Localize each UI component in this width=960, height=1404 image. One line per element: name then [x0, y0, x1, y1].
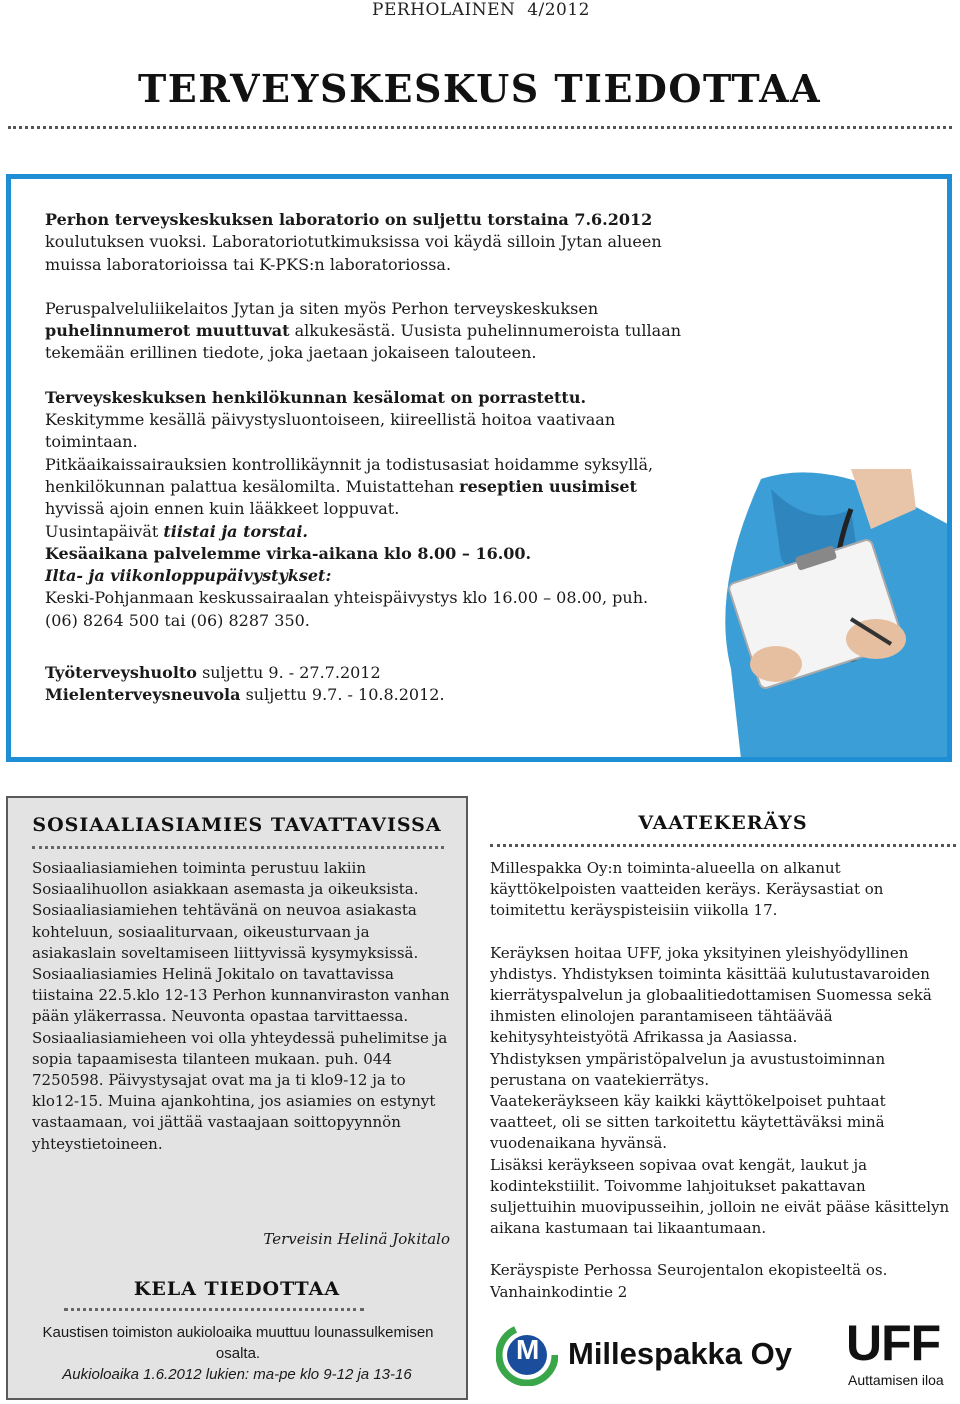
nurse-illustration [701, 469, 952, 759]
phone-change-text: alkukesästä. Uusista puhelinnumeroista tullaan tekemään erillinen tiedote, joka jaetaan jokaiseen talouteen. [45, 321, 682, 363]
social-text [32, 858, 452, 1155]
publication-name: PERHOLAINEN [372, 0, 516, 20]
kela-divider [64, 1308, 364, 1311]
clothes-divider [490, 844, 956, 847]
social-signature: Terveisin Helinä Jokitalo [263, 1230, 450, 1248]
checkups-line-2: henkilökunnan palattua kesälomilta. Muistattehan [45, 476, 460, 496]
clothes-text [490, 858, 956, 1303]
page-title: TERVEYSKESKUS TIEDOTTAA [138, 66, 822, 111]
prescription-renewal-text: hyvissä ajoin ennen kuin lääkkeet loppuvat. [45, 499, 400, 519]
clothes-paragraph-2: Keräyksen hoitaa UFF, joka yksityinen yleishyödyllinen yhdistys. Yhdistyksen toiminta käsittää kulutustavaroiden kierrätyspalvelun ja globaalitiedottamisen Suomessa sekä ihmisten elinolojen parantamiseen tähtäävää kehitysyhteistyötä Afrikassa ja Aasiassa. [490, 943, 932, 1047]
social-divider [32, 846, 444, 849]
clothes-paragraph-4: Vaatekeräykseen käy kaikki käyttökelpoiset puhtaat vaatteet, oli se sitten tarkoitettu käytettäväksi minä vuodenaikana hyvänsä. [490, 1092, 886, 1153]
checkups-paragraph [45, 476, 685, 521]
lab-closure-paragraph [45, 209, 685, 276]
mental-health-line: Mielenterveysneuvola suljettu 9.7. - 10.8.2012. [45, 685, 445, 705]
renewal-days-bold: tiistai ja torstai. [163, 521, 308, 541]
vacation-paragraph [45, 387, 685, 454]
kela-title: KELA TIEDOTTAA [133, 1278, 341, 1300]
kela-line-1: Kaustisen toimiston aukioloaika muuttuu lounassulkemisen osalta. [42, 1324, 434, 1362]
left-gray-box [6, 796, 468, 1400]
millespakka-mark: M [516, 1334, 540, 1365]
checkups-line-1: Pitkäaikaissairauksien kontrollikäynnit ja todistusasiat hoidamme syksyllä, [45, 454, 654, 474]
vacation-bold: Terveyskeskuksen henkilökunnan kesälomat on porrastettu. [45, 387, 587, 407]
prescription-renewal-bold: reseptien uusimiset [459, 476, 637, 496]
renewal-days-intro: Uusintapäivät [45, 521, 164, 541]
clothes-paragraph-5: Lisäksi keräykseen sopivaa ovat kengät, laukut ja kodintekstiilit. Toivomme lahjoitukset pakattavan suljettuihin muovipusseihin, jolloin ne eivät pääse käsittelyn aikana kastumaan tai likaantumaan. [490, 1155, 950, 1238]
kela-line-2: Aukioloaika 1.6.2012 lukien: ma-pe klo 9-12 ja 13-16 [62, 1366, 412, 1383]
summer-hours: Kesäaikana palvelemme virka-aikana klo 8.00 – 16.00. [45, 543, 532, 563]
millespakka-name: Millespakka Oy [568, 1336, 793, 1371]
clothes-paragraph-3: Yhdistyksen ympäristöpalvelun ja avustustoiminnan perustana on vaatekierrätys. [490, 1049, 886, 1089]
clothes-paragraph-1: Millespakka Oy:n toiminta-alueella on alkanut käyttökelpoisten vaatteiden keräys. Keräysastiat on toimitettu keräyspisteisiin viikolla 17. [490, 859, 884, 920]
millespakka-logo [496, 1322, 796, 1388]
evening-text: Keski-Pohjanmaan keskussairaalan yhteispäivystys klo 16.00 – 08.00, puh. (06) 8264 500 tai (06) 8287 350. [45, 588, 649, 630]
uff-logo [846, 1314, 956, 1394]
clothes-paragraph-6: Keräyspiste Perhossa Seurojentalon ekopisteeltä os. Vanhainkodintie 2 [490, 1261, 888, 1301]
renewal-days [45, 521, 685, 543]
lab-closure-bold: Perhon terveyskeskuksen laboratorio on suljettu torstaina 7.6.2012 [45, 210, 653, 229]
vacation-text: Keskitymme kesällä päivystysluontoiseen, kiireellistä hoitoa vaativaan toimintaan. [45, 410, 616, 452]
social-paragraph-1: Sosiaaliasiamiehen toiminta perustuu lakiin Sosiaalihuollon asiakkaan asemasta ja oikeuksista. Sosiaaliasiamiehen tehtävänä on neuvoa asiakasta kohteluun, sosiaaliturvaan, oikeusturvaan ja asiakaslain soveltamiseen liittyvissä kysymyksissä. [32, 859, 419, 962]
occupational-health-line: Työterveyshuolto suljettu 9. - 27.7.2012 [45, 663, 381, 683]
health-center-notice-box [6, 174, 952, 762]
phone-change-intro: Peruspalveluliikelaitos Jytan ja siten myös Perhon terveyskeskuksen [45, 298, 599, 318]
publication-header [372, 0, 590, 20]
title-divider [8, 126, 952, 129]
uff-tagline: Auttamisen iloa [848, 1372, 944, 1388]
notice-text [45, 209, 685, 707]
uff-name: UFF [846, 1315, 941, 1371]
phone-change-bold: puhelinnumerot muuttuvat [45, 321, 290, 341]
social-paragraph-2: Sosiaaliasiamies Helinä Jokitalo on tavattavissa tiistaina 22.5.klo 12-13 Perhon kunnanviraston vanhan pään yläkerrassa. Neuvonta opastaa tarvittaessa. [32, 965, 450, 1026]
clothes-title: VAATEKERÄYS [638, 812, 808, 834]
phone-change-paragraph [45, 298, 685, 365]
issue-number: 4/2012 [527, 0, 590, 20]
social-title: SOSIAALIASIAMIES TAVATTAVISSA [32, 814, 442, 836]
lab-closure-text: koulutuksen vuoksi. Laboratoriotutkimuksissa voi käydä silloin Jytan alueen muissa laboratorioissa tai K-PKS:n laboratoriossa. [45, 232, 662, 274]
social-paragraph-3: Sosiaaliasiamieheen voi olla yhteydessä puhelimitse ja sopia tapaamisesta tilanteen mukaan. puh. 044 7250598. Päivystysajat ovat ma ja ti klo9-12 ja to klo12-15. Muina ajankohtina, jos asiamies on estynyt vastaamaan, voi jättää vastaajaan soittopyynnön yhteystietoineen. [32, 1028, 448, 1153]
evening-heading: Ilta- ja viikonloppupäivystykset: [45, 566, 332, 586]
